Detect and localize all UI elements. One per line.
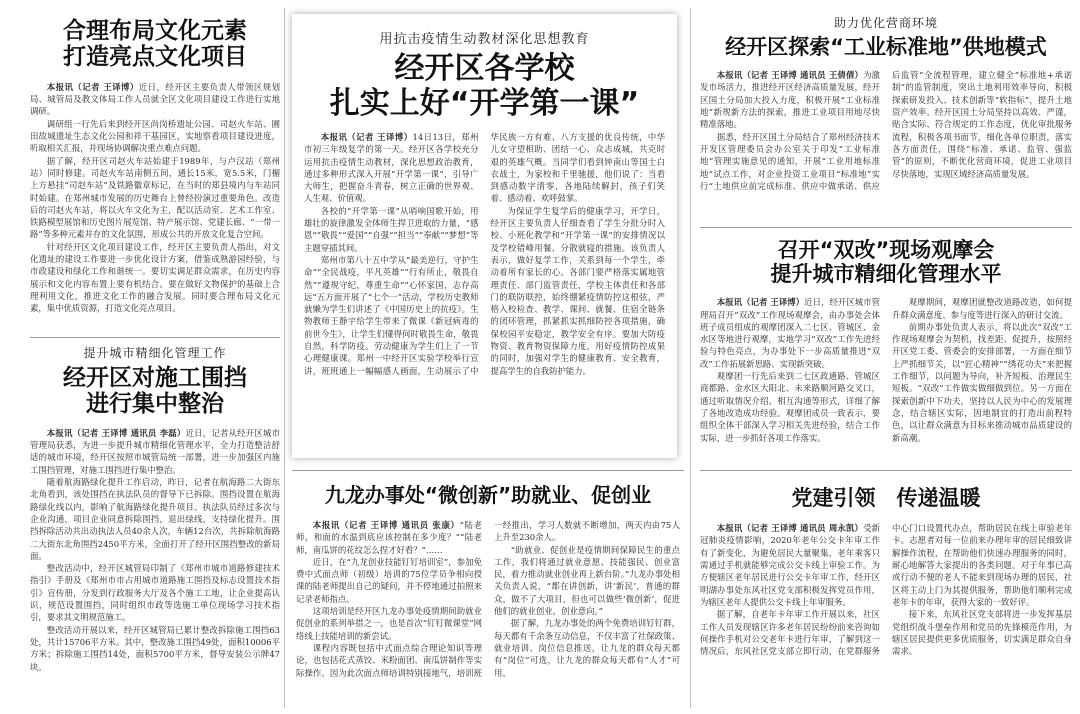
column-divider-right — [690, 8, 691, 708]
article-title-line-1: 合理布局文化元素 — [63, 18, 247, 44]
article-paragraph: 接下来，东风社区党支部将进一步发挥基层党组织战斗堡垒作用和党员的先锋模范作用，为辖区居民提供更多优质服务，切实满足群众自身需求。 — [892, 609, 1072, 657]
article-title-line-2: 提升城市精细化管理水平 — [770, 262, 1002, 287]
article-title-line-1: 党建引领 传递温暖 — [791, 486, 981, 510]
article-title-line-1: 经开区对施工围挡 — [63, 365, 247, 391]
article-paragraph: 观摩期间，观摩团就整改道路改造，如何提升群众满意度、参与度等进行深入的研讨交流。 — [892, 297, 1072, 320]
article-body — [700, 522, 1072, 706]
article-industrial-standard-land — [700, 14, 1072, 224]
article-title-line-1: 九龙办事处“微创新”助就业、促创业 — [324, 484, 652, 507]
article-party-warmth — [700, 486, 1072, 708]
article-paragraph: 据了解，九龙办事处的两个免费培训钉钉群，每天都有千余条互动信息，不仅丰富了社保政策、就业培训、岗位信息推送，让九龙的群众每天都有“岗位”可选，让九龙的群众每天都有“人才”可用。 — [494, 618, 680, 678]
article-paragraph: 针对经开区文化项目建设工作，经开区主要负责人指出，对文化遗址的建设工作要进一步优化设计方案，借鉴成熟游园经验，与市政建设和绿化工作和谐统一。要切实调足群众需求，在历史内容展示和文化内容布置上要有机结合。要在做好文物保护的基础上合理利用文化，推进文化工作的融合发展。同时要合理布局文化元素，集中优质资源，打造文化亮点项目。 — [30, 241, 280, 314]
article-kicker: 助力优化营商环境 — [833, 16, 938, 30]
article-body — [30, 81, 280, 315]
article-byline: 本报讯（记者 王译博） — [46, 81, 139, 92]
article-paragraph: 据了解，经开区司赵火车站始建于1989年，与卢汉站（郑州站）同时修建。司赵火车站南侧五间，通长15米，宽5.5米，门楣上方悬挂“司赵车站”及铁路徽章标记，在当时的郑县境内与车站同时始建。在郑州城市发展的历史舞台上曾经扮演过重要角色。改造后的司赵火车站，将以火车文化为主，配以活动室、艺术工作室、铁路模型展馆和历史图片展览馆、特产展示馆、党建长廊、“一带一路”等多种元素并存的文化氛围，形成公共的开放文化复合空间。 — [30, 155, 280, 240]
article-double-reform-meeting — [700, 238, 1072, 466]
feature-article-box — [292, 14, 677, 458]
article-byline: 本报讯（记者 王译博 通讯员 周永凯） — [716, 523, 864, 534]
article-title-line-1: 经开区探索“工业标准地”供地模式 — [725, 35, 1047, 59]
column-divider-left — [284, 8, 285, 708]
article-title-line-2: 打造亮点文化项目 — [63, 44, 247, 71]
article-paragraph: 整改活动开展以来，经开区城管局已累计整改拆除施工围挡63处，共计15706平方米。其中，整改施工围挡49处，面积10006平方米；拆除施工围挡14处，面积5700平方米，督导安装公示牌47块。 — [30, 624, 280, 672]
article-paragraph: 为激发市场活力，推进经开区经济高质量发展，经开区国土分局加大投入力度，积极开展“工业标准地”新规新方法的探索，推进工业项目用地尽快精准落地。 — [700, 70, 880, 130]
article-byline: 本报讯（记者 王译博） — [320, 132, 413, 142]
article-byline: 本报讯（记者 王译博） — [716, 297, 805, 308]
article-jiulong-employment — [296, 484, 680, 708]
article-paragraph: 受新冠肺炎疫情影响，2020年老年公交卡年审工作有了新变化，为避免居民大量聚集，老年乘客只需通过手机就能够完成公交卡线上审验工作。为方便辖区老年居民进行公交卡年审工作，经开区明湖办事处东风社区党支部积极发挥党员作用，为辖区老年人提供公交卡线上年审服务。 — [700, 523, 880, 607]
article-paragraph: 为保证学生复学后的健康学习，开学日，经开区主要负责人仔细查看了学生分批分时入校、小班化教学和“开学第一课”的安排情况以及学校错峰用餐、分散就寝的措施。该负责人表示，做好复学工作，关系到每一个学生，牵动着所有家长的心。各部门要严格落实属地管理责任、部门监管责任，学校主体责任和各部门的联防联控，始终绷紧疫情防控这根弦，严格入校检查、教学、课间、就餐、住宿全链条的闭环管理，抓紧抓实抓细防控各项措施，确保校园平安稳定，教学安全有序。要加大防疫物资、教育物资保障力度，用好疫情防控成果的同时，加强对学生的健康教育、安全教育，提高学生的自我防护能力。 — [490, 205, 665, 376]
article-paragraph: 课程内容既包括中式面点综合理论知识等理论，也包括花式蒸饺、米粉面团、南瓜饼制作等实际操作。因为此次面点师培训特别接地气，培训班一经推出，学习人数就不断增加，两天内由75人上升至230余人。 — [296, 520, 680, 678]
article-paragraph: “陆老师，和面的水温到底应该控制在多少度？”“陆老师，南瓜饼的花纹怎么捏才好看？”…… — [296, 520, 482, 555]
article-body — [700, 296, 1072, 460]
article-paragraph: 14日13日，郑州市初三年级复学的第一天。经开区各学校充分运用抗击疫情生动教材，深化思想政治教育，通过多种形式深入开展“开学第一课”，引导广大师生，把握奋斗青春，树立正确的世界观、人生观、价值观。 — [304, 132, 479, 204]
article-title-line-1: 召开“双改”现场观摩会 — [777, 238, 995, 262]
article-paragraph: 近日，在“九龙创业技能钉钉培训室”，参加免费中式面点师（初级）培训的75位学员争相向授课的陆老师提出自己的疑问，并不停地通过拍照来记录老师指点。 — [296, 556, 482, 604]
article-paragraph: “助就业、促创业是疫情期间保障民生的重点工作，我们将通过就业意愿、技能强民、创业富民，着力推动就业创业再上新台阶。”九龙办事处相关负责人说，“都在讲创新，讲‘新民’，普通的群众，做不了大项目，但也可以做些‘微创新’，促进他们的就业创业，创业意向。” — [494, 544, 680, 617]
article-body — [700, 69, 1072, 219]
article-paragraph: 据悉，经开区国土分局结合了郑州经济技术开发区管理委员会办公室关于印发“工业标准地”管理实施意见的通知，开展“工业用地标准地”试点工作，对企业投资工业项目“标准地”实行“土地供应前完成标准、供应中做承诺、供应后监管”全流程管理，建立健全“标准地+承诺制”的监管制度，突出土地利用效率导向，积极探索研发投入、技术创新等“软指标”，提升土地资产效率。经开区国土分局坚持以高效、严谨，贴合实际、符合规定的工作态度，优化审批服务流程，积极各项书面节，细化各单位职责，落实各方面责任，围绕“标准、承诺、监管、强监管”的原则，不断优化营商环境，促进工业项目尽快落地，实现区域经济高质量发展。 — [700, 70, 1072, 191]
article-body — [304, 131, 665, 448]
article-paragraph: 各校的“开学第一课”从哨响国歌开始，用雄壮的旋律激发全体师生捍卫进取的力量，“感恩”“敬畏”“爱国”“自强”“担当”“奉献”“梦想”等主题穿插其间。 — [304, 205, 479, 253]
article-culture-projects — [30, 18, 280, 336]
article-paragraph: 近日，记者从经开区城市管理局获悉，为进一步提升城市精细化管理水平，全力打造整洁舒适的城市环境，经开区按照市城管局统一部署，进一步加强区内施工围挡管理，对施工围挡进行集中整治。 — [30, 427, 280, 475]
article-byline: 本报讯（记者 王译博 通讯员 李磊） — [46, 427, 186, 438]
article-paragraph: 近日，经开区城市管理局召开“双改”工作现场观摩会，由办事处会体班子成员组成的观摩团深入二七区、管城区、金水区等地进行观摩，实地学习“双改”工作先进经验与特色亮点，为办事处下一步高质量推进“双改”工作拓展新思路、实现新突破。 — [700, 297, 881, 369]
article-byline: 本报讯（记者 王译博 通讯员 王倩倩） — [716, 70, 864, 81]
article-paragraph: 郑州市第八十五中学从“最美逆行，守护生命”“全民战疫，平凡英雄”“行有所止，敬畏自然”“遵规守纪，尊重生命”“心怀家国，志存高远”五方面开展了“七个一”活动，学校历史教师就懒为学生们讲述了《中国历史上的抗疫》。生物教师王静宇给学生带来了微课《新冠病毒的前世今生》，让学生们懂得何时敬畏生命，敬畏自然，科学防疫。劳动健康为学生们上了一节心理健康课。郑州一中经开区实验学校举行宣讲，班班通上一幅幅感人画面，生动展示了中华民族一方有难、八方支援的优良传统，中华儿女守望相助、团结一心、众志成城，共克时艰的英雄气概。当同学们看到钟南山等国士白衣战士，为家校和千里驰援，他们说了：当看到感动数字清零，各地陆续解封，孩子们笑着、感动着、欢呼鼓掌。 — [304, 132, 665, 376]
article-paragraph: 调研组一行先后来到经开区尚岗桥遗址公园、司赵火车站、圃田故城遗址生态文化公园和祥干基园区，实地察看项目建设进度，听取相关汇报，并现场协调解决重点难点问题。 — [30, 118, 280, 154]
article-byline: 本报讯（记者 王译博 通讯员 张康） — [312, 520, 460, 530]
section-divider-center — [292, 470, 684, 471]
article-body — [30, 427, 280, 673]
article-construction-fences — [30, 344, 280, 708]
section-divider-right-top — [700, 227, 1072, 228]
section-divider-left — [30, 337, 280, 338]
article-kicker: 提升城市精细化管理工作 — [83, 346, 227, 360]
article-paragraph: 整改活动中，经开区城管局印制了《郑州市城市道路修建技术指引》手册及《郑州市市占用城市道路施工围挡及标志设置技术指引》宣传册，分发到行政服务大厅及各个施工工地，让企业提高认识，规范设置围挡，同时组织市政等选施工单位现场学习技术指引，要求其文明规范施工。 — [30, 563, 280, 623]
article-kicker: 用抗击疫情生动教材深化思想教育 — [379, 32, 590, 47]
article-paragraph: 观摩团一行先后来到二七区政通路、管城区商都路、金水区大阳北、未来路顺河路交叉口，通过听取情况介绍、相互沟通等形式，详细了解了各地改造成功经验。观摩团成员一致表示，要组织全体干部深入学习相关先进经验，结合工作实际，进一步抓好各项工作落实。 — [700, 371, 880, 443]
article-paragraph: 随着航海路绿化提升工作启动，昨日，记者在航海路二大街东北角看到，该处围挡在执法队员的督导下已拆除。围挡设置在航海路绿化线以内，影响了航海路绿化提升项目。执法队员经过多次与企业沟通，项目企业同意拆除围挡，退出绿线，支持绿化提升。围挡拆除活动共出动执法人员40余人次，车辆12台次，共拆除航海路二大街东北角围挡2450平方米，全面打开了经开区围挡整改的新局面。 — [30, 477, 280, 561]
article-body — [296, 519, 680, 705]
article-title-line-1: 经开区各学校 — [394, 51, 575, 86]
article-paragraph: 近日，经开区主要负责人带领区规划局、城管局及教文体局工作人员就全区文化项目建设工作进行实地调研。 — [30, 81, 280, 117]
section-divider-right-bottom — [700, 470, 1072, 471]
article-paragraph: 这项培训是经开区九龙办事处疫情期间助就业促创业的系列举措之一，也是首次“钉钉微课堂”网络线上技能培训的新尝试。 — [296, 606, 482, 641]
article-title-line-2: 进行集中整治 — [86, 391, 224, 418]
article-paragraph: 前期办事处负责人表示，将以此次“双改”工作现场观摩会为契机，找差距、促提升，按照经开区党工委、管委会的安排部署，一方面在细节上严抓细节关，以“匠心精神”“绣花功夫”来把握工作细节，以问题为导向，补齐短板、治理民生短板。“双改”工作做实做细做到位。另一方面在探索创新中下功夫，坚持以人民为中心的发展理念，结合辖区实际，因地制宜的打造出前程特色，以让群众满意为目标来推动城市品质建设的新高潮。 — [892, 321, 1072, 443]
article-paragraph: 据了解，自老年卡年审工作开展以来，社区工作人员发现辖区许多老年居民纷纷前来咨询如何操作手机对公交老年卡进行年审，了解到这一情况后，东风社区党支部立即行动，在党群服务中心门口设置代办点，帮助居民在线上审验老年卡。志愿者对每一位前来办理年审的居民细致讲解操作流程，在帮助他们快速办理服务的同时，耐心地解答大家提出的各类问题。对于年事已高或行动不便的老人不能来到现场办理的居民，社区将主动上门为其提供服务，帮助他们顺利完成老年卡的年审，获得大家的一致好评。 — [700, 523, 1072, 657]
article-title-line-2: 扎实上好“开学第一课” — [329, 85, 640, 121]
article-first-lesson — [304, 28, 665, 448]
